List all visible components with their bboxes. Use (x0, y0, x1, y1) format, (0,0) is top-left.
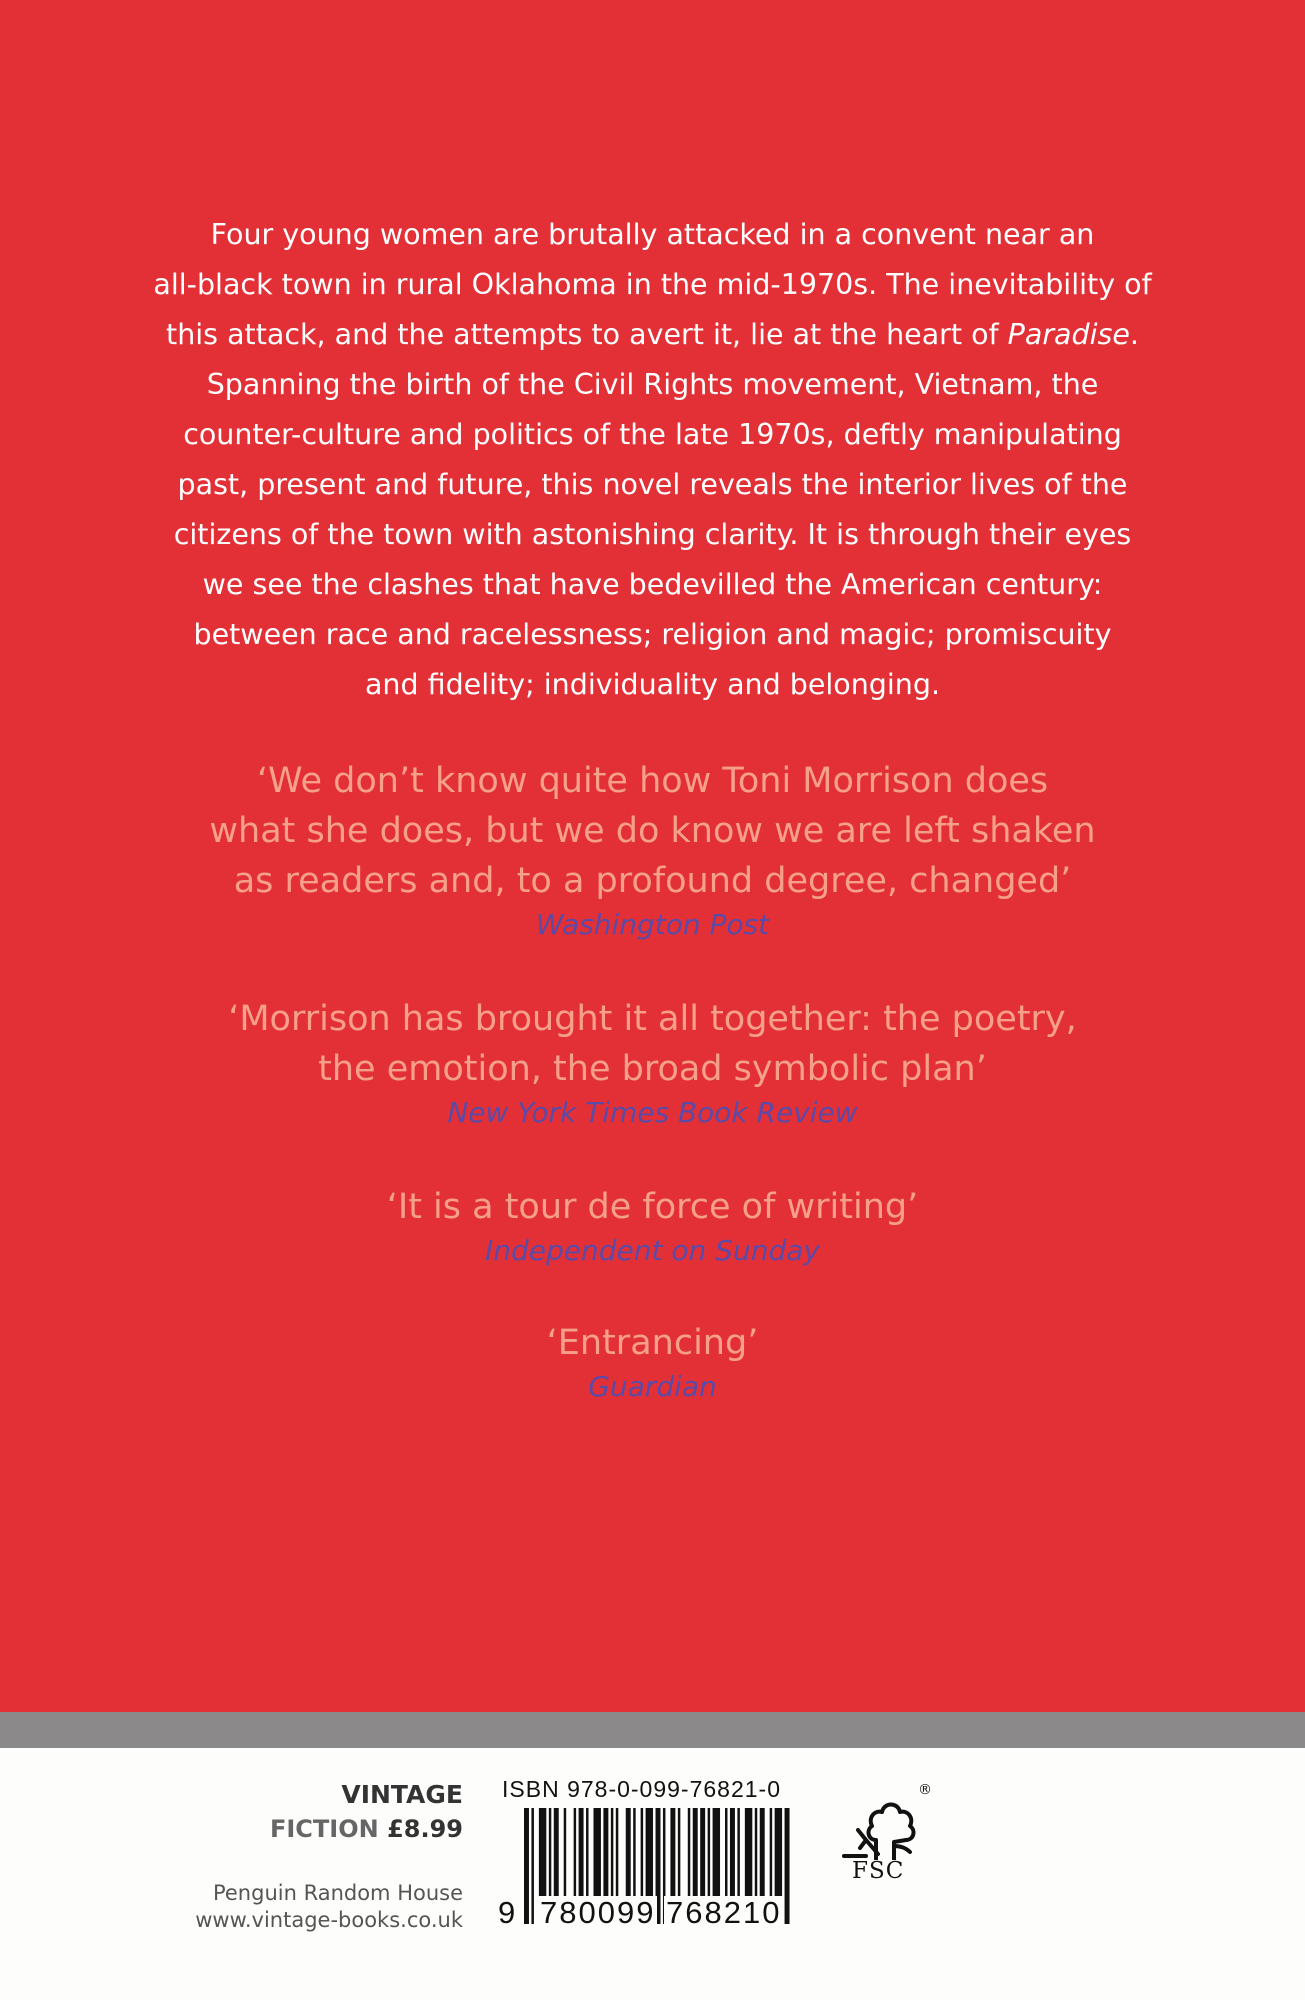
price: £8.99 (387, 1815, 463, 1843)
quote-line: ‘Morrison has brought it all together: the poetry, (228, 999, 1077, 1039)
quote-line: ‘It is a tour de force of writing’ (386, 1187, 919, 1227)
barcode-bar (531, 1808, 533, 1924)
review-quote (120, 1318, 1185, 1406)
synopsis-line: past, present and future, this novel reveals the interior lives of the (177, 468, 1128, 501)
synopsis (120, 210, 1185, 710)
fsc-label: FSC (852, 1858, 905, 1884)
review-quote (120, 1182, 1185, 1270)
review-quote (120, 994, 1185, 1132)
grey-band (0, 1712, 1305, 1748)
isbn-label: ISBN 978-0-099-76821-0 (502, 1776, 781, 1802)
quote-line: ‘We don’t know quite how Toni Morrison does (256, 761, 1049, 801)
synopsis-line: and fidelity; individuality and belonging. (364, 668, 941, 701)
quote-source: New York Times Book Review (447, 1096, 858, 1129)
review-quote (120, 756, 1185, 944)
category: FICTION (269, 1815, 379, 1843)
quote-line: the emotion, the broad symbolic plan’ (318, 1049, 987, 1089)
synopsis-text: this attack, and the attempts to avert it, lie at the heart of (166, 318, 1008, 351)
barcode-digit-first: 9 (498, 1895, 518, 1930)
quote-line: what she does, but we do know we are left shaken (209, 811, 1096, 851)
barcode-bar (524, 1808, 529, 1924)
barcode-digits-left: 780099 (540, 1895, 656, 1930)
category-price (195, 1812, 463, 1846)
synopsis-line: Spanning the birth of the Civil Rights movement, Vietnam, the (206, 368, 1099, 401)
synopsis-line: between race and racelessness; religion and magic; promiscuity (193, 618, 1112, 651)
imprint-name: VINTAGE (341, 1780, 463, 1809)
synopsis-line: counter-culture and politics of the late 1970s, deftly manipulating (183, 418, 1122, 451)
synopsis-line (120, 310, 1185, 360)
book-title: Paradise (1007, 318, 1130, 351)
review-quotes (120, 756, 1185, 1406)
quote-source: Guardian (588, 1370, 717, 1403)
publisher-house: Penguin Random House (212, 1881, 463, 1905)
barcode-digits-right: 768210 (666, 1895, 782, 1930)
publisher-info (195, 1778, 463, 1934)
quote-source: Independent on Sunday (485, 1234, 820, 1267)
publisher-website: www.vintage-books.co.uk (195, 1908, 463, 1932)
quote-source: Washington Post (535, 908, 770, 941)
synopsis-line: all-black town in rural Oklahoma in the mid-1970s. The inevitability of (153, 268, 1152, 301)
registered-mark: ® (918, 1782, 932, 1798)
quote-line: as readers and, to a profound degree, changed’ (233, 861, 1072, 901)
quote-line: ‘Entrancing’ (546, 1323, 759, 1363)
synopsis-period: . (1129, 318, 1139, 351)
barcode-bar (785, 1808, 790, 1924)
synopsis-line: Four young women are brutally attacked in a convent near an (210, 218, 1095, 251)
synopsis-line: citizens of the town with astonishing clarity. It is through their eyes (173, 518, 1132, 551)
synopsis-line: we see the clashes that have bedevilled the American century: (202, 568, 1103, 601)
